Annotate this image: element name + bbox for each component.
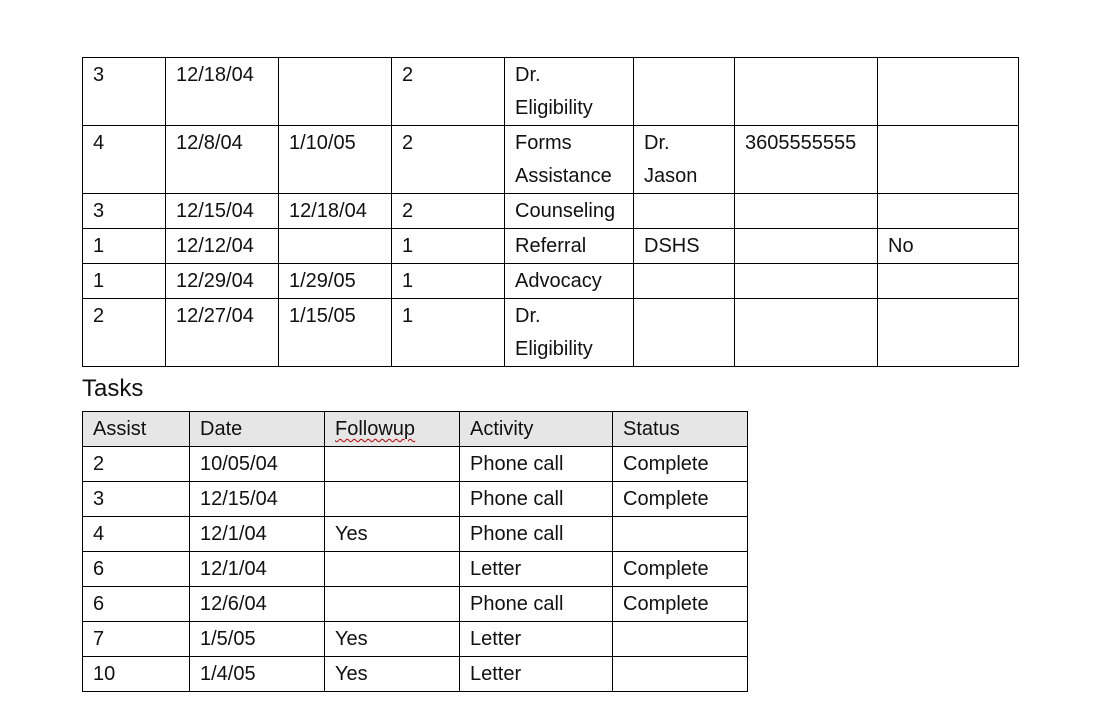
- table-cell: [392, 264, 505, 299]
- cell-text: Eligibility: [515, 338, 593, 360]
- cell-text: Forms: [515, 132, 572, 154]
- table-cell: [279, 194, 392, 229]
- table-cell: [878, 58, 1019, 126]
- tasks-table-body: [83, 447, 748, 692]
- cell-text: Eligibility: [515, 97, 593, 119]
- table-cell: [505, 299, 634, 367]
- table-cell: [505, 58, 634, 126]
- table-cell: [83, 194, 166, 229]
- table-cell: [325, 552, 460, 587]
- table-cell: [279, 299, 392, 367]
- table-cell: [325, 587, 460, 622]
- table-cell: [166, 264, 279, 299]
- assistance-table-body: [83, 58, 1019, 367]
- cell-text: 1/15/05: [289, 305, 356, 327]
- column-header-followup: [325, 412, 460, 447]
- cell-text: 1: [402, 305, 414, 327]
- table-cell: Letter: [460, 622, 613, 657]
- cell-text: 1: [93, 235, 105, 257]
- cell-text: 1: [93, 270, 105, 292]
- table-cell: [83, 264, 166, 299]
- cell-text: DSHS: [644, 235, 700, 257]
- cell-text: Advocacy: [515, 270, 602, 292]
- table-cell: 12/1/04: [190, 517, 325, 552]
- table-row: [83, 126, 1019, 194]
- table-cell: [392, 229, 505, 264]
- cell-text: 1: [402, 270, 414, 292]
- table-row: [83, 587, 748, 622]
- cell-text: 3: [93, 200, 105, 222]
- table-cell: [613, 622, 748, 657]
- table-cell: 10: [83, 657, 190, 692]
- cell-text: Counseling: [515, 200, 616, 222]
- column-header-status: Status: [613, 412, 748, 447]
- tasks-heading: Tasks: [82, 375, 144, 402]
- cell-text: No: [888, 235, 914, 257]
- table-row: [83, 229, 1019, 264]
- table-cell: [735, 58, 878, 126]
- table-cell: 6: [83, 552, 190, 587]
- table-cell: Complete: [613, 552, 748, 587]
- table-cell: [634, 194, 735, 229]
- table-cell: 2: [83, 447, 190, 482]
- table-cell: Complete: [613, 587, 748, 622]
- table-cell: [878, 299, 1019, 367]
- table-cell: Complete: [613, 447, 748, 482]
- table-cell: [878, 126, 1019, 194]
- table-cell: [392, 126, 505, 194]
- table-cell: 6: [83, 587, 190, 622]
- table-cell: 12/15/04: [190, 482, 325, 517]
- table-cell: [166, 194, 279, 229]
- table-cell: 12/6/04: [190, 587, 325, 622]
- table-cell: [735, 194, 878, 229]
- cell-text: Dr.: [644, 132, 670, 154]
- column-header-date: Date: [190, 412, 325, 447]
- tasks-table: [82, 411, 748, 692]
- cell-text: 4: [93, 132, 105, 154]
- cell-text: 2: [402, 132, 414, 154]
- table-cell: [166, 299, 279, 367]
- table-cell: [166, 126, 279, 194]
- table-cell: Yes: [325, 622, 460, 657]
- cell-text: 12/12/04: [176, 235, 254, 257]
- table-cell: 10/05/04: [190, 447, 325, 482]
- table-cell: [735, 229, 878, 264]
- table-cell: 4: [83, 517, 190, 552]
- table-cell: [505, 194, 634, 229]
- table-row: [83, 58, 1019, 126]
- table-cell: [279, 126, 392, 194]
- table-cell: [634, 58, 735, 126]
- table-cell: [613, 517, 748, 552]
- cell-text: 12/8/04: [176, 132, 243, 154]
- cell-text: 12/15/04: [176, 200, 254, 222]
- table-cell: Phone call: [460, 482, 613, 517]
- table-cell: [83, 126, 166, 194]
- table-cell: [878, 194, 1019, 229]
- table-cell: [392, 194, 505, 229]
- table-cell: [634, 264, 735, 299]
- table-cell: Letter: [460, 657, 613, 692]
- table-cell: Yes: [325, 517, 460, 552]
- table-cell: Phone call: [460, 447, 613, 482]
- cell-text: Dr.: [515, 305, 541, 327]
- table-cell: Phone call: [460, 517, 613, 552]
- table-row: [83, 299, 1019, 367]
- table-cell: [505, 126, 634, 194]
- table-cell: 12/1/04: [190, 552, 325, 587]
- table-cell: [634, 229, 735, 264]
- table-cell: [83, 299, 166, 367]
- table-cell: 1/4/05: [190, 657, 325, 692]
- table-row: [83, 194, 1019, 229]
- table-row: [83, 657, 748, 692]
- cell-text: 2: [402, 200, 414, 222]
- table-cell: 3: [83, 482, 190, 517]
- cell-text: 1/29/05: [289, 270, 356, 292]
- table-cell: 7: [83, 622, 190, 657]
- cell-text: 12/18/04: [289, 200, 367, 222]
- table-row: [83, 517, 748, 552]
- column-header-activity: Activity: [460, 412, 613, 447]
- cell-text: 2: [93, 305, 105, 327]
- table-cell: [613, 657, 748, 692]
- column-header-assist: Assist: [83, 412, 190, 447]
- cell-text: 12/29/04: [176, 270, 254, 292]
- table-cell: [279, 58, 392, 126]
- cell-text: 3: [93, 64, 105, 86]
- table-cell: [634, 299, 735, 367]
- table-cell: [392, 299, 505, 367]
- table-cell: [878, 264, 1019, 299]
- table-cell: Complete: [613, 482, 748, 517]
- cell-text: 2: [402, 64, 414, 86]
- table-cell: [166, 58, 279, 126]
- table-cell: Yes: [325, 657, 460, 692]
- cell-text: 3605555555: [745, 132, 857, 154]
- followup-label: Followup: [335, 418, 416, 440]
- table-cell: [505, 229, 634, 264]
- cell-text: 1/10/05: [289, 132, 356, 154]
- cell-text: 12/18/04: [176, 64, 254, 86]
- cell-text: 12/27/04: [176, 305, 254, 327]
- table-cell: [279, 229, 392, 264]
- table-row: [83, 264, 1019, 299]
- table-cell: [166, 229, 279, 264]
- table-cell: [505, 264, 634, 299]
- table-cell: [878, 229, 1019, 264]
- table-cell: [325, 447, 460, 482]
- table-cell: 1/5/05: [190, 622, 325, 657]
- cell-text: Referral: [515, 235, 587, 257]
- table-cell: [735, 264, 878, 299]
- table-row: [83, 622, 748, 657]
- cell-text: Jason: [644, 165, 698, 187]
- table-row: [83, 447, 748, 482]
- table-cell: Phone call: [460, 587, 613, 622]
- table-cell: Letter: [460, 552, 613, 587]
- table-cell: [83, 58, 166, 126]
- table-cell: [634, 126, 735, 194]
- table-row: [83, 552, 748, 587]
- table-cell: [735, 299, 878, 367]
- table-cell: [279, 264, 392, 299]
- table-cell: [735, 126, 878, 194]
- cell-text: Dr.: [515, 64, 541, 86]
- tasks-header-row: [83, 412, 748, 447]
- table-cell: [83, 229, 166, 264]
- assistance-table: [82, 57, 1019, 367]
- table-cell: [325, 482, 460, 517]
- cell-text: 1: [402, 235, 414, 257]
- cell-text: Assistance: [515, 165, 612, 187]
- table-row: [83, 482, 748, 517]
- table-cell: [392, 58, 505, 126]
